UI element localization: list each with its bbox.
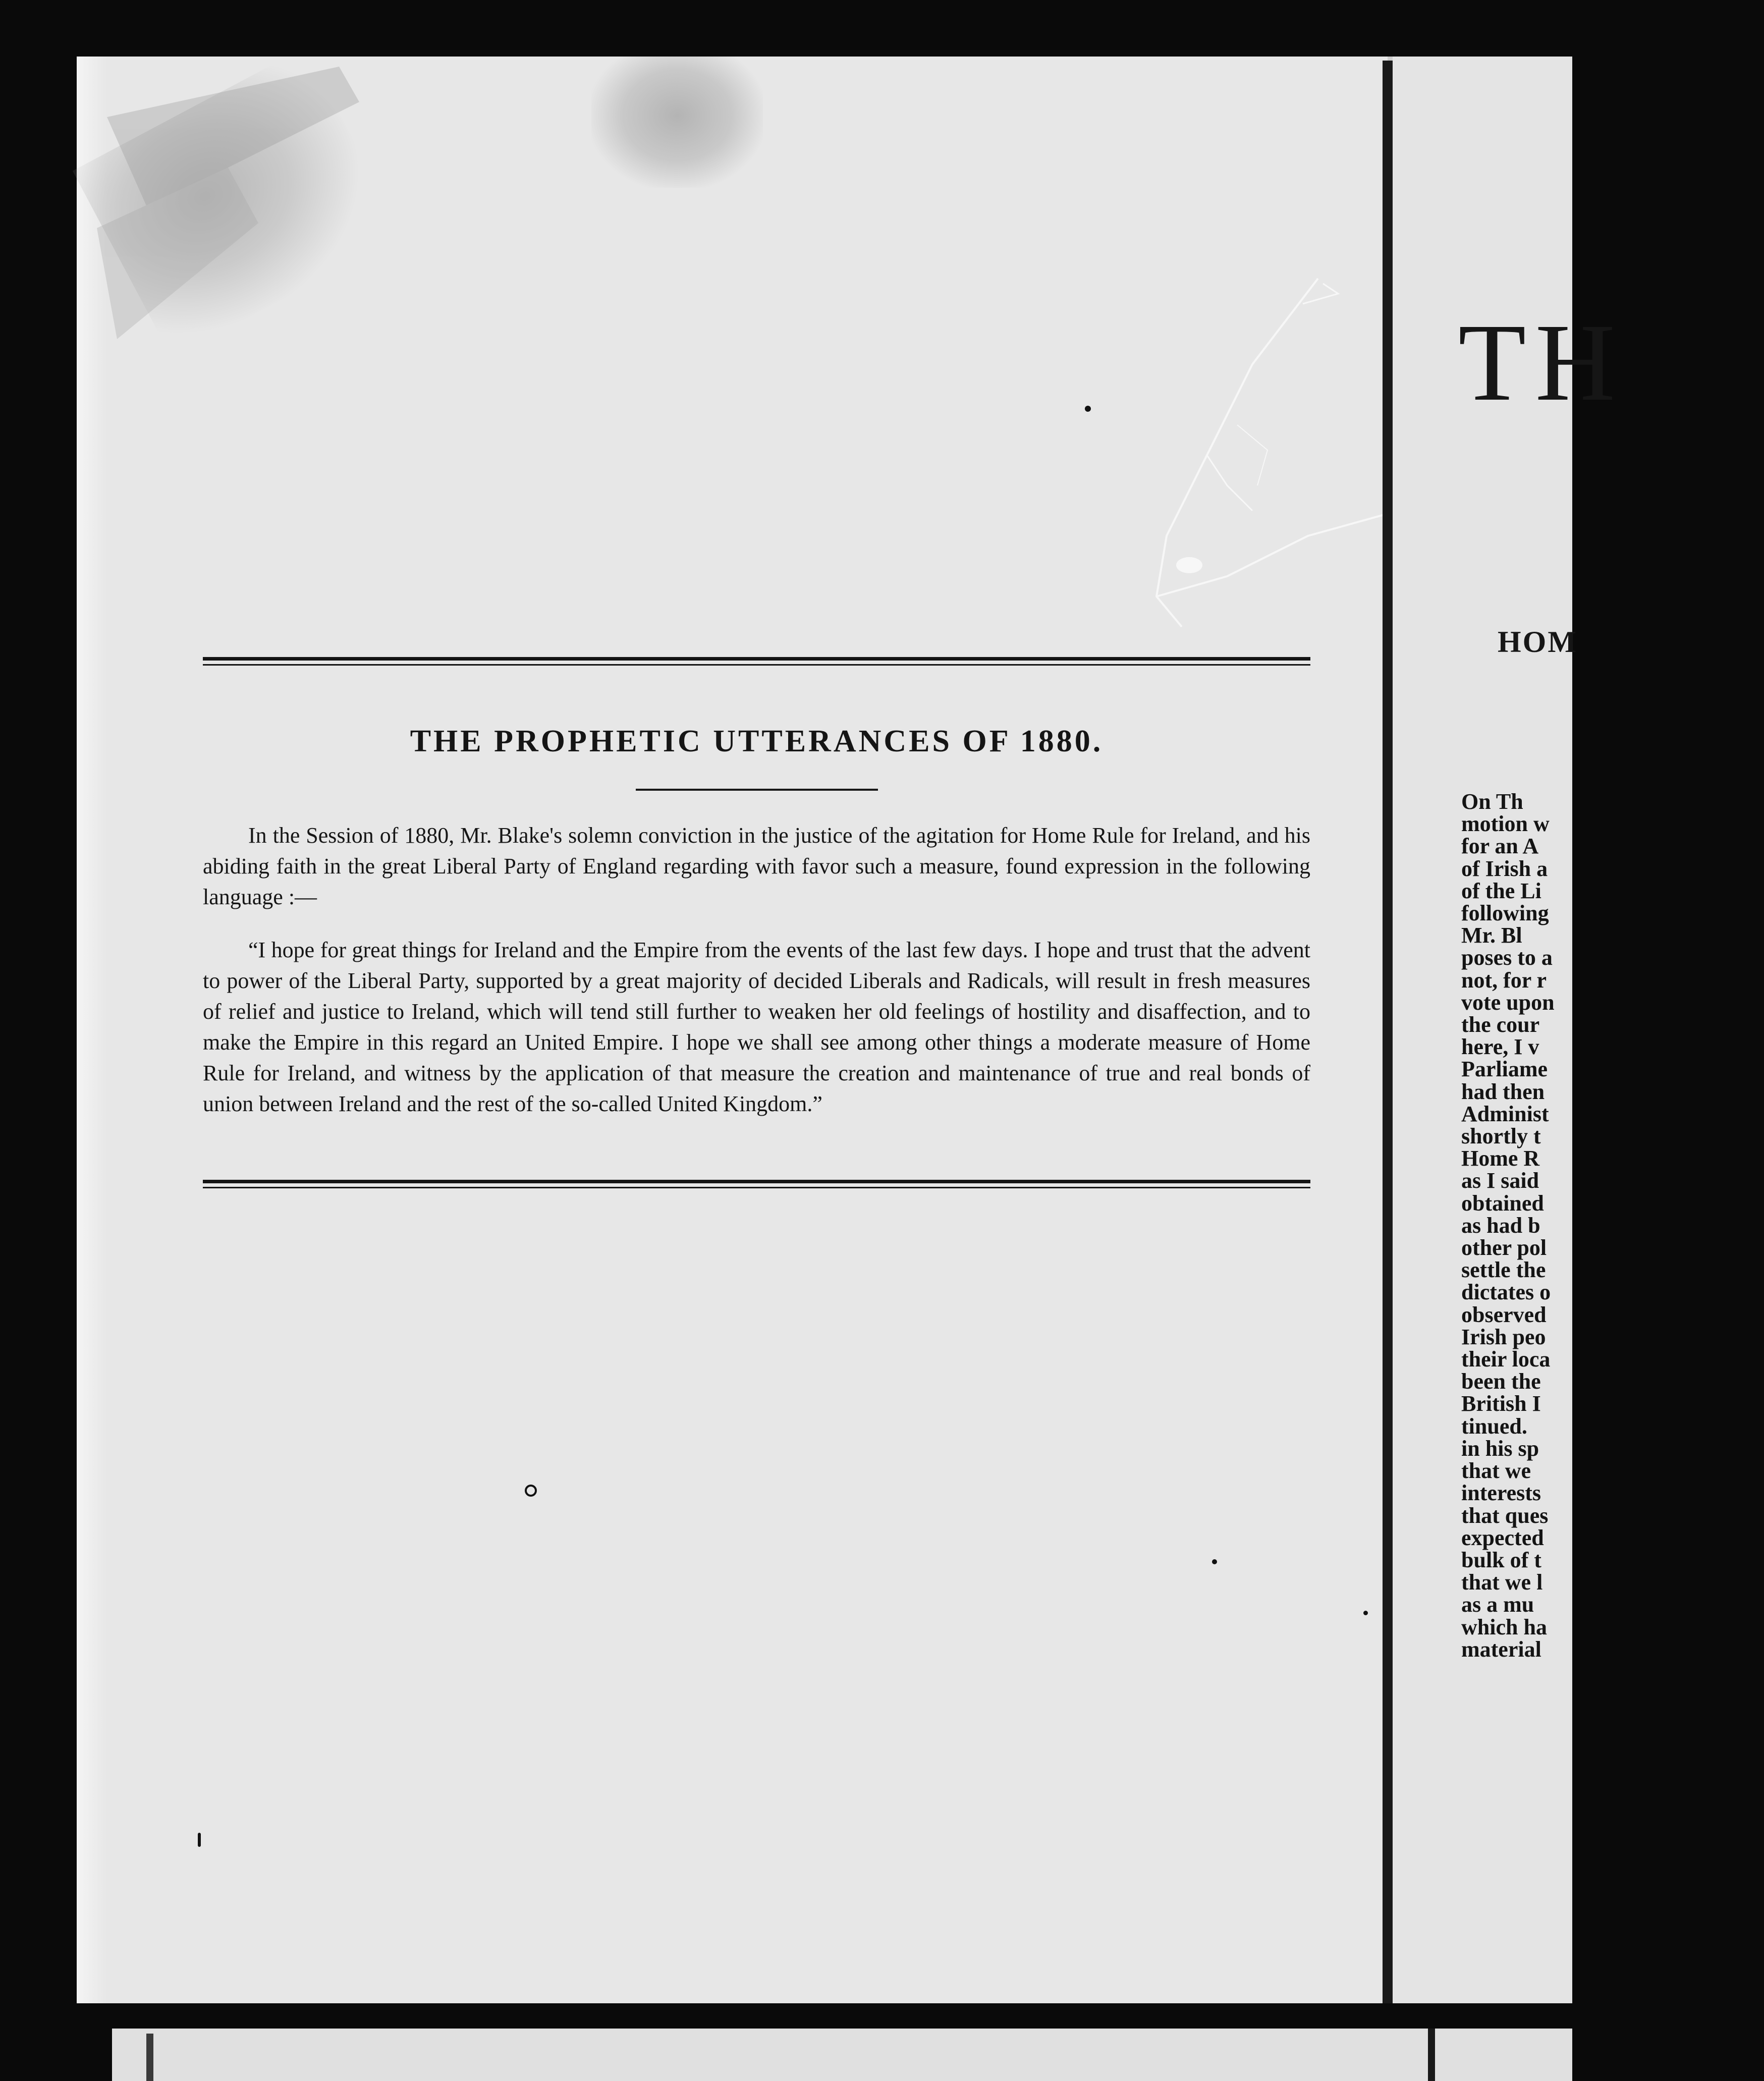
adjacent-column-line: poses to a [1461,945,1553,970]
quotation-paragraph: “I hope for great things for Ireland and the Empire from the events of the last few days. I hope and trust that the advent to power of the Liberal Party, supported by a great majority of decided Liberals and Radicals, will result in fresh measures of relief and justice to Ireland, which will tend still further to weaken her old feelings of hostility and disaffection, and to make the Empire in this regard an United Empire. I hope we shall see among other things a moderate measure of Home Rule for Ireland, and witness by the application of that measure the creation and maintenance of true and real bonds of union between Ireland and the rest of the so-called United Kingdom.” [203,938,1310,1116]
document-page [77,57,1388,2003]
adjacent-page-title: TH [1458,301,1625,424]
adjacent-column-line: as had b [1461,1213,1540,1238]
adjacent-column-line: material [1461,1636,1541,1662]
adjacent-column-line: that ques [1461,1503,1549,1528]
adjacent-column-line: in his sp [1461,1436,1539,1461]
tape-mark [77,57,430,369]
adjacent-column-line: obtained [1461,1190,1544,1216]
adjacent-column-line: the cour [1461,1012,1540,1037]
ink-speck [1085,406,1091,412]
adjacent-column-line: Mr. Bl [1461,923,1522,948]
adjacent-page-subtitle: HOM [1498,625,1578,659]
next-page-edge [112,2029,1572,2081]
heading-underline [636,789,878,791]
adjacent-column-line: motion w [1461,811,1550,837]
adjacent-column-line: Irish peo [1461,1324,1546,1349]
adjacent-column-line: for an A [1461,834,1539,859]
adjacent-column-line: observed [1461,1302,1547,1327]
ink-speck [1212,1559,1217,1564]
adjacent-column-line: been the [1461,1369,1541,1394]
adjacent-column-line: Administ [1461,1101,1549,1126]
adjacent-column-line: following [1461,901,1549,926]
gutter-line [1383,61,1393,2003]
page-edge-line [1428,2029,1435,2081]
article-block [203,657,1310,1191]
adjacent-column-line: shortly t [1461,1124,1541,1149]
page-edge-mark [146,2034,153,2081]
adjacent-column-line: bulk of t [1461,1547,1541,1572]
adjacent-column-line: had then [1461,1079,1545,1104]
adjacent-column-line: of the Li [1461,878,1541,903]
adjacent-column-line: interests [1461,1481,1541,1506]
adjacent-page [1393,57,1625,2003]
adjacent-column-line: British I [1461,1391,1541,1416]
ink-speck [198,1833,201,1847]
ink-speck [1363,1611,1368,1615]
article-heading: THE PROPHETIC UTTERANCES OF 1880. [410,724,1104,758]
adjacent-column-line: not, for r [1461,967,1547,993]
page-smudge [591,57,763,188]
adjacent-page-column [1461,791,1764,1661]
adjacent-column-line: as a mu [1461,1592,1534,1617]
adjacent-column-line: settle the [1461,1257,1546,1283]
adjacent-column-line: dictates o [1461,1280,1551,1305]
double-rule-top [203,657,1310,668]
adjacent-column-line: tinued. [1461,1413,1527,1439]
adjacent-column-line: vote upon [1461,990,1555,1015]
intro-paragraph: In the Session of 1880, Mr. Blake's solemn conviction in the justice of the agitation for Home Rule for Ireland, and his abiding faith in the great Liberal Party of England regarding with favor such a measure, found expression in the following language :— [203,823,1310,909]
adjacent-column-line: expected [1461,1525,1544,1550]
adjacent-column-line: that we [1461,1458,1531,1484]
adjacent-column-line: other pol [1461,1235,1547,1261]
adjacent-column-line: here, I v [1461,1034,1539,1060]
adjacent-column-line: On Th [1461,789,1523,814]
double-rule-bottom [203,1180,1310,1191]
adjacent-column-line: as I said [1461,1168,1539,1193]
adjacent-column-line: which ha [1461,1614,1547,1639]
adjacent-column-line: of Irish a [1461,856,1548,881]
ink-speck [525,1485,537,1497]
adjacent-column-line: their loca [1461,1347,1551,1372]
adjacent-column-line: Parliame [1461,1057,1548,1082]
adjacent-column-line: Home R [1461,1146,1540,1171]
adjacent-column-line: that we l [1461,1570,1543,1595]
